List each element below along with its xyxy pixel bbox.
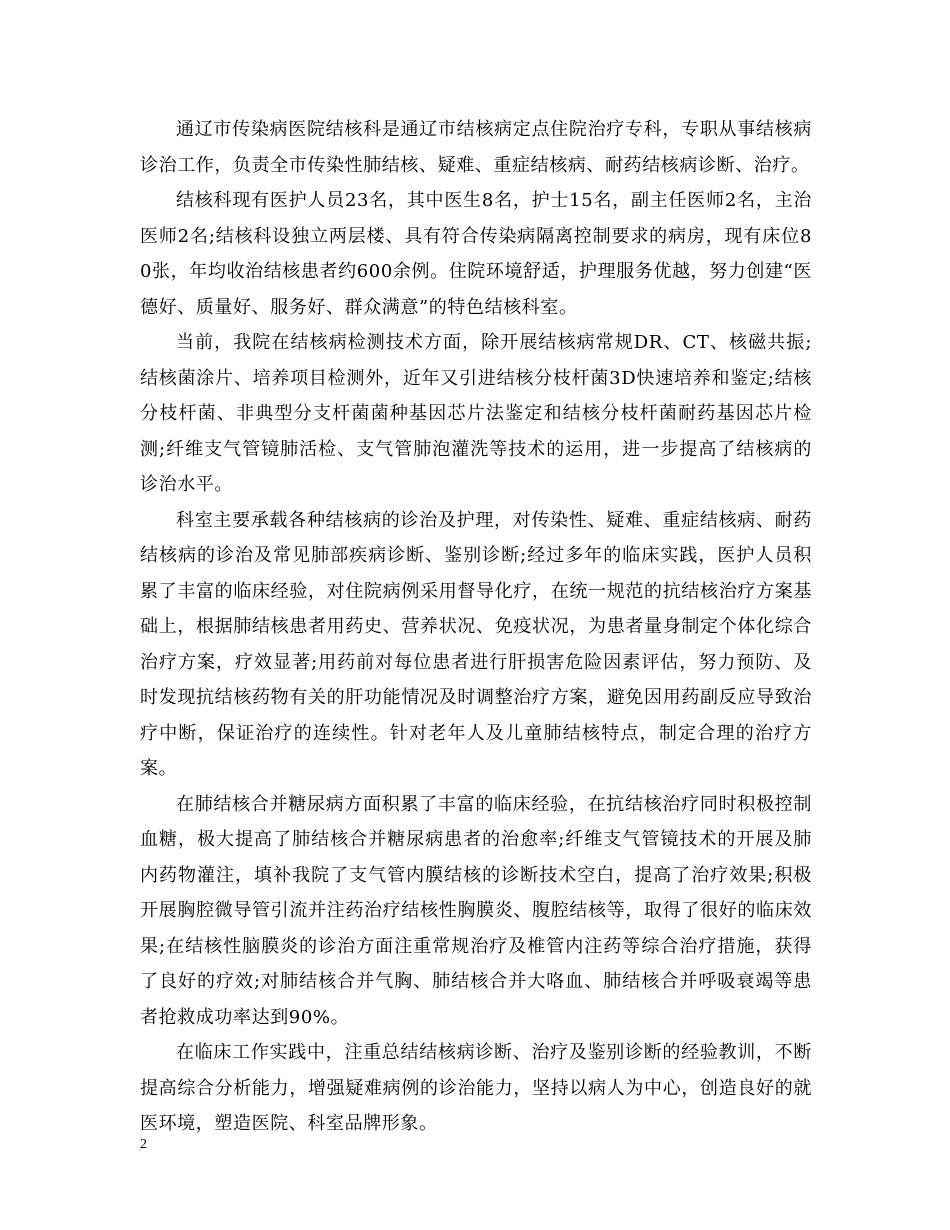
paragraph-diabetes: 在肺结核合并糖尿病方面积累了丰富的临床经验，在抗结核治疗同时积极控制血糖，极大提高了肺结核合并糖尿病患者的治愈率;纤维支气管镜技术的开展及肺内药物灌注，填补我院了支气管内膜结核的诊断技术空白，提高了治疗效果;积极开展胸腔微导管引流并注药治疗结核性胸膜炎、腹腔结核等，取得了很好的临床效果;在结核性脑膜炎的诊治方面注重常规治疗及椎管内注药等综合治疗措施，获得了良好的疗效;对肺结核合并气胸、肺结核合并大咯血、肺结核合并呼吸衰竭等患者抢救成功率达到90%。 <box>140 793 812 1028</box>
paragraph-treatment: 科室主要承载各种结核病的诊治及护理，对传染性、疑难、重症结核病、耐药结核病的诊治及常见肺部疾病诊断、鉴别诊断;经过多年的临床实践，医护人员积累了丰富的临床经验，对住院病例采用督导化疗，在统一规范的抗结核治疗方案基础上，根据肺结核患者用药史、营养状况、免疫状况，为患者量身制定个体化综合治疗方案，疗效显著;用药前对每位患者进行肝损害危险因素评估，努力预防、及时发现抗结核药物有关的肝功能情况及时调整治疗方案，避免因用药副反应导致治疗中断，保证治疗的连续性。针对老年人及儿童肺结核特点，制定合理的治疗方案。 <box>140 509 812 779</box>
page-number: 2 <box>140 1137 147 1152</box>
paragraph-diagnostics: 当前，我院在结核病检测技术方面，除开展结核病常规DR、CT、核磁共振;结核菌涂片、培养项目检测外，近年又引进结核分枝杆菌3D快速培养和鉴定;结核分枝杆菌、非典型分支杆菌菌种基因芯片法鉴定和结核分枝杆菌耐药基因芯片检测;纤维支气管镜肺活检、支气管肺泡灌洗等技术的运用，进一步提高了结核病的诊治水平。 <box>140 332 812 495</box>
paragraph-practice: 在临床工作实践中，注重总结结核病诊断、治疗及鉴别诊断的经验教训，不断提高综合分析能力，增强疑难病例的诊治能力，坚持以病人为中心，创造良好的就医环境，塑造医院、科室品牌形象。 <box>140 1042 812 1134</box>
paragraph-intro: 通辽市传染病医院结核科是通辽市结核病定点住院治疗专科，专职从事结核病诊治工作，负责全市传染性肺结核、疑难、重症结核病、耐药结核病诊断、治疗。 <box>140 119 812 176</box>
body-text <box>140 112 812 1142</box>
paragraph-staff: 结核科现有医护人员23名，其中医生8名，护士15名，副主任医师2名，主治医师2名;结核科设独立两层楼、具有符合传染病隔离控制要求的病房，现有床位80张，年均收治结核患者约600余例。住院环境舒适，护理服务优越，努力创建“医德好、质量好、服务好、群众满意”的特色结核科室。 <box>140 190 812 318</box>
